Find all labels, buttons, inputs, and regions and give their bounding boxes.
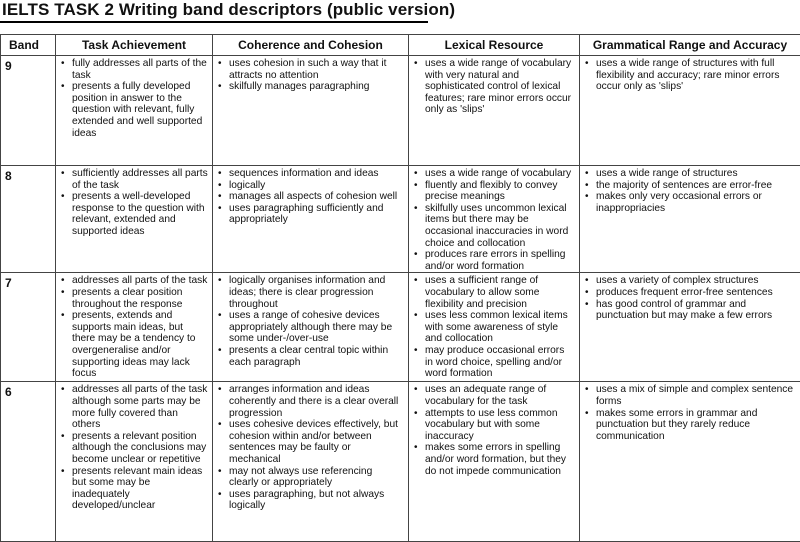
table-row [1,382,800,542]
descriptor-item: • uses less common lexical items with some awareness of style and collocation [412,310,575,345]
descriptor-list [412,168,575,272]
header-lexical-resource: Lexical Resource [409,35,580,56]
descriptor-item: • uses a sufficient range of vocabulary to allow some flexibility and precision [412,275,575,310]
descriptor-item: • may not always use referencing clearly or appropriately [216,466,404,489]
descriptor-item: • uses a range of cohesive devices appropriately although there may be some under-/over-use [216,310,404,345]
header-band: Band [1,35,56,56]
task-descriptor-cell [56,166,213,273]
descriptor-item: • attempts to use less common vocabulary but with some inaccuracy [412,408,575,443]
descriptor-item: • sufficiently addresses all parts of the task [59,168,208,191]
descriptor-item: • uses paragraphing, but not always logically [216,489,404,512]
descriptor-item: • arranges information and ideas coherently and there is a clear overall progression [216,384,404,419]
table-row [1,273,800,382]
descriptor-item: • presents, extends and supports main ideas, but there may be a tendency to overgeneralise and/or supporting ideas may lack focus [59,310,208,380]
descriptor-item: • addresses all parts of the task [59,275,208,287]
header-row [1,35,800,56]
descriptor-list [59,58,208,139]
descriptor-list [59,384,208,512]
band-score: 6 [1,382,56,542]
task-descriptor-cell [56,56,213,166]
lexical-descriptor-cell [409,166,580,273]
descriptor-item: • fully addresses all parts of the task [59,58,208,81]
coherence-descriptor-cell [213,382,409,542]
descriptor-item: • uses cohesive devices effectively, but cohesion within and/or between sentences may be faulty or mechanical [216,419,404,465]
header-task-achievement: Task Achievement [56,35,213,56]
band-score: 7 [1,273,56,382]
descriptor-list [412,58,575,116]
band-descriptors-table [0,34,800,542]
descriptor-item: • uses an adequate range of vocabulary for the task [412,384,575,407]
grammar-descriptor-cell [580,56,800,166]
descriptor-item: • uses a mix of simple and complex sentence forms [583,384,796,407]
descriptor-item: • uses cohesion in such a way that it attracts no attention [216,58,404,81]
descriptor-list [216,275,404,368]
band-score: 8 [1,166,56,273]
descriptor-item: • uses a wide range of vocabulary with very natural and sophisticated control of lexical features; rare minor errors occur only as 'slips' [412,58,575,116]
descriptor-item: • manages all aspects of cohesion well [216,191,404,203]
descriptor-item: • has good control of grammar and punctuation but may make a few errors [583,299,796,322]
descriptor-item: • uses a wide range of structures [583,168,796,180]
descriptor-item: • presents a well-developed response to the question with relevant, extended and supported ideas [59,191,208,237]
descriptor-list [412,384,575,477]
descriptor-list [583,58,796,93]
descriptor-item: • presents a relevant position although the conclusions may become unclear or repetitive [59,431,208,466]
descriptor-item: • uses a wide range of structures with full flexibility and accuracy; rare minor errors occur only as 'slips' [583,58,796,93]
title-underline [0,21,428,23]
descriptor-list [216,58,404,93]
task-descriptor-cell [56,273,213,382]
table-row [1,56,800,166]
band-score: 9 [1,56,56,166]
descriptor-item: • sequences information and ideas [216,168,404,180]
descriptor-item: • makes some errors in spelling and/or word formation, but they do not impede communication [412,442,575,477]
page-title: IELTS TASK 2 Writing band descriptors (public version) [2,0,455,20]
descriptor-item: • uses paragraphing sufficiently and appropriately [216,203,404,226]
descriptor-item: • may produce occasional errors in word choice, spelling and/or word formation [412,345,575,380]
header-coherence-cohesion: Coherence and Cohesion [213,35,409,56]
grammar-descriptor-cell [580,166,800,273]
header-grammatical-range: Grammatical Range and Accuracy [580,35,800,56]
descriptor-item: • skilfully manages paragraphing [216,81,404,93]
descriptor-list [216,168,404,226]
coherence-descriptor-cell [213,273,409,382]
descriptor-item: • uses a wide range of vocabulary [412,168,575,180]
descriptor-item: • presents a clear position throughout the response [59,287,208,310]
descriptor-list [412,275,575,379]
task-descriptor-cell [56,382,213,542]
descriptor-item: • presents a fully developed position in answer to the question with relevant, fully extended and well supported ideas [59,81,208,139]
grammar-descriptor-cell [580,382,800,542]
descriptor-item: • makes some errors in grammar and punctuation but they rarely reduce communication [583,408,796,443]
lexical-descriptor-cell [409,382,580,542]
descriptor-list [59,168,208,238]
table-row [1,166,800,273]
descriptor-item: • presents relevant main ideas but some may be inadequately developed/unclear [59,466,208,512]
coherence-descriptor-cell [213,166,409,273]
descriptor-list [583,168,796,214]
descriptor-item: • produces rare errors in spelling and/or word formation [412,249,575,272]
descriptor-list [583,384,796,442]
descriptor-item: • the majority of sentences are error-free [583,180,796,192]
descriptor-item: • addresses all parts of the task although some parts may be more fully covered than others [59,384,208,430]
descriptor-item: • skilfully uses uncommon lexical items but there may be occasional inaccuracies in word choice and collocation [412,203,575,249]
grammar-descriptor-cell [580,273,800,382]
descriptor-list [583,275,796,321]
descriptor-item: • uses a variety of complex structures [583,275,796,287]
descriptor-item: • produces frequent error-free sentences [583,287,796,299]
lexical-descriptor-cell [409,273,580,382]
descriptor-item: • presents a clear central topic within each paragraph [216,345,404,368]
descriptor-list [216,384,404,512]
lexical-descriptor-cell [409,56,580,166]
coherence-descriptor-cell [213,56,409,166]
descriptor-item: • logically [216,180,404,192]
descriptor-item: • makes only very occasional errors or inappropriacies [583,191,796,214]
descriptor-item: • fluently and flexibly to convey precise meanings [412,180,575,203]
descriptor-item: • logically organises information and ideas; there is clear progression throughout [216,275,404,310]
descriptor-list [59,275,208,379]
